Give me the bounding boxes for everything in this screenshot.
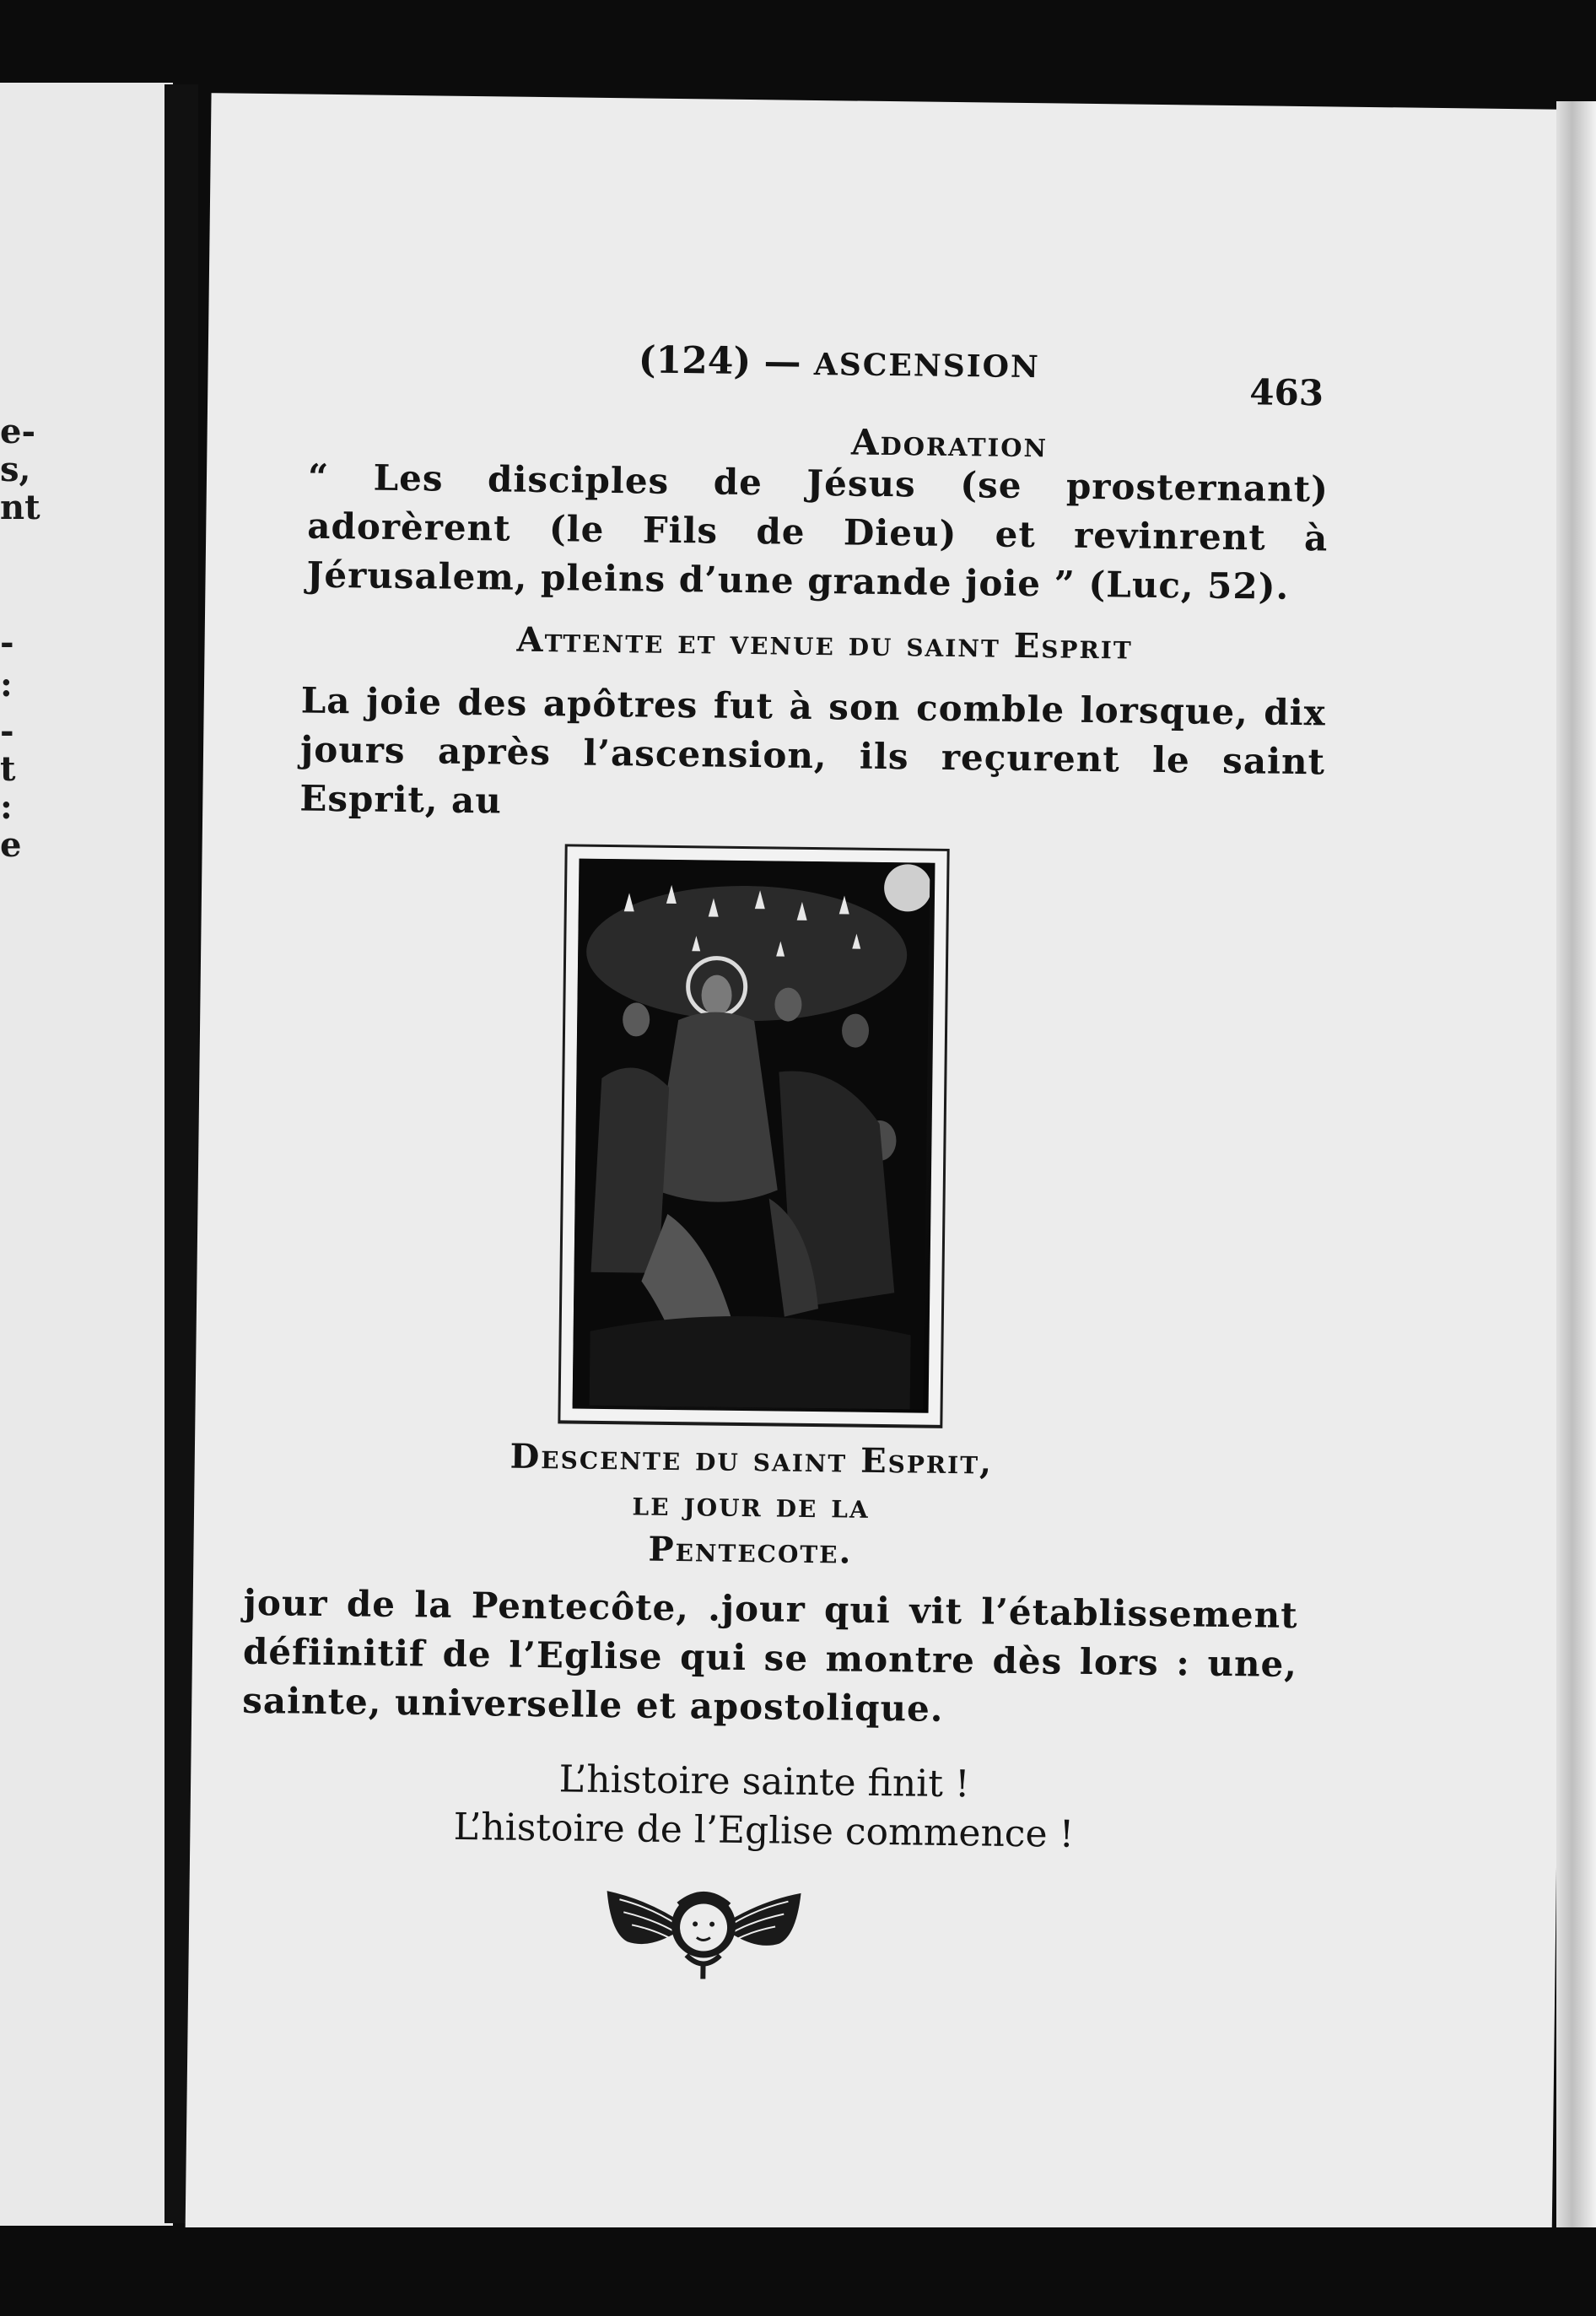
closing-line: L’histoire de l’Eglise commence !: [453, 1805, 1075, 1856]
left-page-fragment: e-: [0, 412, 36, 451]
left-page-fragment: s,: [0, 450, 31, 489]
paragraph-adoration: “ Les disciples de Jésus (se prosternant) adorèrent (le Fils de Dieu) et revinrent à Jérusalem, pleins d’une grande joie ” (Luc, 52).: [306, 456, 1329, 607]
section-title-holy-spirit: Attente et venue du saint Esprit: [516, 619, 1134, 667]
left-page-fragment: -: [0, 711, 14, 751]
left-page-fragment: t: [0, 749, 16, 789]
left-page-fragment: :: [0, 665, 13, 705]
engraving-image: [573, 859, 930, 1410]
running-title: ASCENSION: [813, 346, 1041, 386]
left-page-edge: [0, 83, 173, 2226]
caption-line: Pentecote.: [648, 1529, 853, 1572]
closing-lines: [443, 1754, 1085, 1860]
pentecost-engraving: [558, 844, 949, 1428]
caption-line: le jour de la: [632, 1483, 871, 1526]
book-page: [186, 93, 1578, 2253]
left-page-fragment: :: [0, 787, 13, 827]
page-edge-shadow: [1556, 101, 1596, 2261]
left-page-fragment: nt: [0, 488, 40, 527]
cherub-ornament-icon: [597, 1874, 810, 1986]
running-header: [638, 338, 1040, 386]
chapter-number: (124) —: [638, 338, 801, 384]
paragraph-holy-spirit: La joie des apôtres fut à son comble lorsque, dix jours après l’ascension, ils reçurent le saint Esprit, au: [299, 679, 1326, 822]
left-page-fragment: e: [0, 825, 22, 865]
illustration-caption: [480, 1433, 1022, 1577]
caption-line: Descente du saint Esprit,: [510, 1436, 994, 1482]
closing-line: L’histoire sainte finit !: [558, 1757, 970, 1806]
paragraph-pentecost: jour de la Pentecôte, .jour qui vit l’établissement défiinitif de l’Eglise qui se montre dès lors : une, sainte, universelle et apostolique.: [242, 1581, 1298, 1730]
page-number: 463: [1249, 371, 1324, 414]
left-page-fragment: -: [0, 623, 14, 662]
section-title-adoration: Adoration: [850, 421, 1049, 466]
scan-border: [0, 2227, 1596, 2316]
